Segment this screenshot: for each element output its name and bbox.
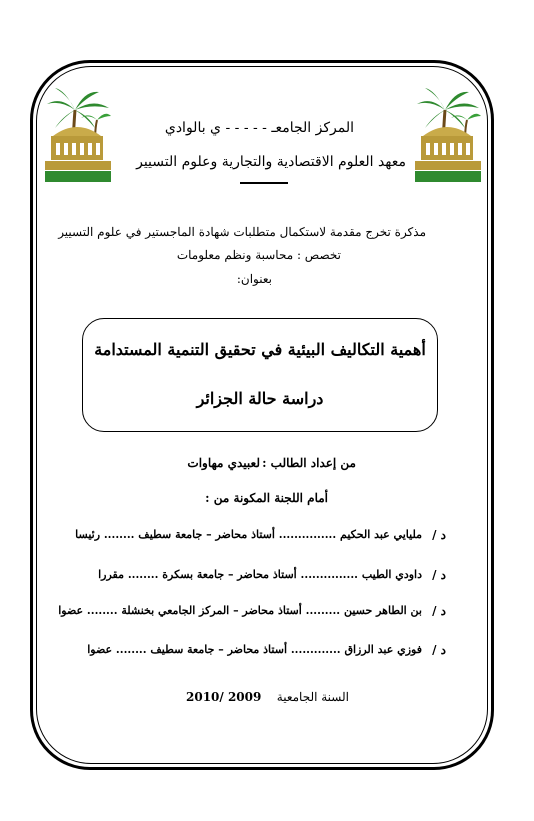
- university-logo-left: [43, 88, 113, 183]
- member-prefix: د /: [432, 604, 446, 618]
- thesis-subtitle: دراسة حالة الجزائر: [196, 389, 324, 408]
- member-line: مليايي عبد الحكيم ............... أستاذ محاضر – جامعة سطيف ........ رئيسا: [75, 528, 422, 541]
- thesis-title-box: [82, 318, 438, 432]
- specialty: تخصص : محاسبة ونظم معلومات: [176, 248, 341, 262]
- member-prefix: د /: [432, 528, 446, 542]
- member-line: فوزي عبد الرزاق ............. أستاذ محاضر – جامعة سطيف ........ عضوا: [87, 643, 422, 656]
- student-label: من إعداد الطالب :: [262, 456, 356, 470]
- student-name: لعبيدي مهاوات: [187, 456, 260, 470]
- academic-year-label: السنة الجامعية: [276, 690, 349, 704]
- committee-heading: أمام اللجنة المكونة من :: [205, 491, 328, 505]
- academic-year-value: 2010/ 2009: [186, 690, 262, 704]
- member-prefix: د /: [432, 643, 446, 657]
- center-name: المركز الجامعـ - - - - - ي بالوادي: [164, 120, 354, 136]
- header-underline: [240, 182, 288, 184]
- memo-description: مذكرة تخرج مقدمة لاستكمال متطلبات شهادة الماجستير في علوم التسيير: [58, 225, 426, 239]
- thesis-title: أهمية التكاليف البيئية في تحقيق التنمية المستدامة: [94, 340, 426, 359]
- member-line: داودي الطيب ............... أستاذ محاضر – جامعة بسكرة ........ مقررا: [98, 568, 422, 581]
- title-label: بعنوان:: [236, 272, 272, 286]
- institute-name: معهد العلوم الاقتصادية والتجارية وعلوم التسيير: [136, 154, 406, 170]
- university-logo-right: [413, 88, 483, 183]
- member-line: بن الطاهر حسين ......... أستاذ محاضر – المركز الجامعي بخنشلة ........ عضوا: [58, 604, 422, 617]
- member-prefix: د /: [432, 568, 446, 582]
